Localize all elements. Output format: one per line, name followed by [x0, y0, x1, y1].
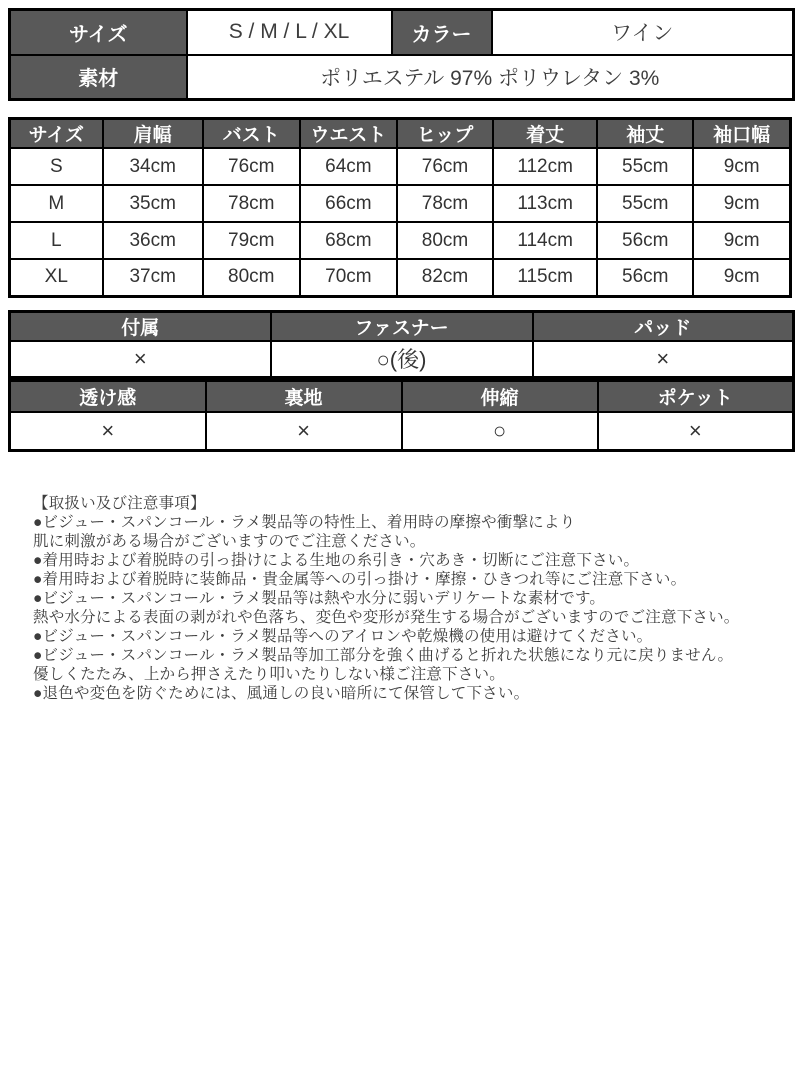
size-chart-cell: 80cm	[203, 259, 300, 296]
size-chart-cell: M	[10, 185, 103, 222]
size-chart-header: ウエスト	[300, 119, 397, 149]
size-chart-cell: S	[10, 148, 103, 185]
features-value: ×	[533, 341, 794, 378]
size-chart-header: ヒップ	[397, 119, 493, 149]
care-notes	[33, 494, 792, 703]
care-note-line: ●着用時および着脱時に装飾品・貴金属等への引っ掛け・摩擦・ひきつれ等にご注意下さい。	[33, 571, 687, 588]
material-value-cell: ポリエステル 97% ポリウレタン 3%	[187, 55, 794, 100]
size-chart-cell: 9cm	[693, 148, 790, 185]
care-note-line: ●ビジュー・スパンコール・ラメ製品等加工部分を強く曲げると折れた状態になり元に戻りません。	[33, 647, 734, 664]
size-chart-cell: 56cm	[597, 222, 693, 259]
spec-row-material	[10, 55, 794, 100]
care-note-line: ●退色や変色を防ぐためには、風通しの良い暗所にて保管して下さい。	[33, 685, 530, 702]
size-chart-cell: 34cm	[103, 148, 203, 185]
features-1-header-row	[10, 311, 794, 341]
size-chart-cell: 78cm	[397, 185, 493, 222]
size-value-cell: S / M / L / XL	[187, 10, 392, 55]
size-chart-cell: 35cm	[103, 185, 203, 222]
care-notes-title: 【取扱い及び注意事項】	[33, 495, 206, 512]
features-value: ○(後)	[271, 341, 533, 378]
size-chart-row-l	[10, 222, 791, 259]
features-header: 裏地	[206, 381, 402, 412]
features-value: ○	[402, 412, 598, 451]
size-chart-header: バスト	[203, 119, 300, 149]
size-chart-cell: 36cm	[103, 222, 203, 259]
size-chart-cell: 37cm	[103, 259, 203, 296]
features-header: 透け感	[10, 381, 206, 412]
care-note-line: ●ビジュー・スパンコール・ラメ製品等は熱や水分に弱いデリケートな素材です。	[33, 590, 606, 607]
care-note-line: ●着用時および着脱時の引っ掛けによる生地の糸引き・穴あき・切断にご注意下さい。	[33, 552, 640, 569]
size-chart-header: 肩幅	[103, 119, 203, 149]
size-chart-cell: XL	[10, 259, 103, 296]
features-value: ×	[206, 412, 402, 451]
features-2-value-row	[10, 412, 794, 451]
size-chart-row-xl	[10, 259, 791, 296]
features-value: ×	[10, 341, 271, 378]
features-value: ×	[10, 412, 206, 451]
spec-table	[8, 8, 795, 101]
size-chart-cell: 64cm	[300, 148, 397, 185]
size-chart-cell: 112cm	[493, 148, 597, 185]
material-label-cell: 素材	[10, 55, 187, 100]
size-chart-cell: 9cm	[693, 185, 790, 222]
size-chart-cell: 80cm	[397, 222, 493, 259]
care-note-line: 肌に刺激がある場合がございますのでご注意ください。	[33, 533, 426, 550]
features-1-value-row	[10, 341, 794, 378]
size-label-cell: サイズ	[10, 10, 187, 55]
size-chart-header: サイズ	[10, 119, 103, 149]
size-chart-cell: 66cm	[300, 185, 397, 222]
size-chart-cell: 79cm	[203, 222, 300, 259]
size-chart-cell: L	[10, 222, 103, 259]
size-chart-header: 袖丈	[597, 119, 693, 149]
size-chart-row-m	[10, 185, 791, 222]
color-label-cell: カラー	[392, 10, 492, 55]
features-header: 伸縮	[402, 381, 598, 412]
size-chart-cell: 76cm	[203, 148, 300, 185]
care-note-line: ●ビジュー・スパンコール・ラメ製品等へのアイロンや乾燥機の使用は避けてください。	[33, 628, 653, 645]
size-chart-header-row	[10, 119, 791, 149]
size-chart-cell: 76cm	[397, 148, 493, 185]
size-chart-cell: 70cm	[300, 259, 397, 296]
care-note-line: ●ビジュー・スパンコール・ラメ製品等の特性上、着用時の摩擦や衝撃により	[33, 514, 576, 531]
size-chart-header: 着丈	[493, 119, 597, 149]
size-chart-cell: 55cm	[597, 185, 693, 222]
features-header: パッド	[533, 311, 794, 341]
size-chart-row-s	[10, 148, 791, 185]
spec-row-size-color	[10, 10, 794, 55]
features-header: 付属	[10, 311, 271, 341]
care-note-line: 熱や水分による表面の剥がれや色落ち、変色や変形が発生する場合がございますのでご注意下さい。	[33, 609, 740, 626]
color-value-cell: ワイン	[492, 10, 794, 55]
size-chart-cell: 113cm	[493, 185, 597, 222]
size-chart-cell: 82cm	[397, 259, 493, 296]
features-table-1	[8, 310, 795, 380]
size-chart-cell: 55cm	[597, 148, 693, 185]
size-chart-cell: 78cm	[203, 185, 300, 222]
care-note-line: 優しくたたみ、上から押さえたり叩いたりしない様ご注意下さい。	[33, 666, 505, 683]
size-chart-cell: 114cm	[493, 222, 597, 259]
size-chart-cell: 68cm	[300, 222, 397, 259]
size-chart-cell: 9cm	[693, 222, 790, 259]
size-chart-header: 袖口幅	[693, 119, 790, 149]
size-chart-table	[8, 117, 792, 298]
features-header: ファスナー	[271, 311, 533, 341]
size-chart-cell: 56cm	[597, 259, 693, 296]
features-2-header-row	[10, 381, 794, 412]
size-chart-cell: 9cm	[693, 259, 790, 296]
size-chart-cell: 115cm	[493, 259, 597, 296]
features-table-2	[8, 379, 795, 452]
features-header: ポケット	[598, 381, 794, 412]
features-value: ×	[598, 412, 794, 451]
